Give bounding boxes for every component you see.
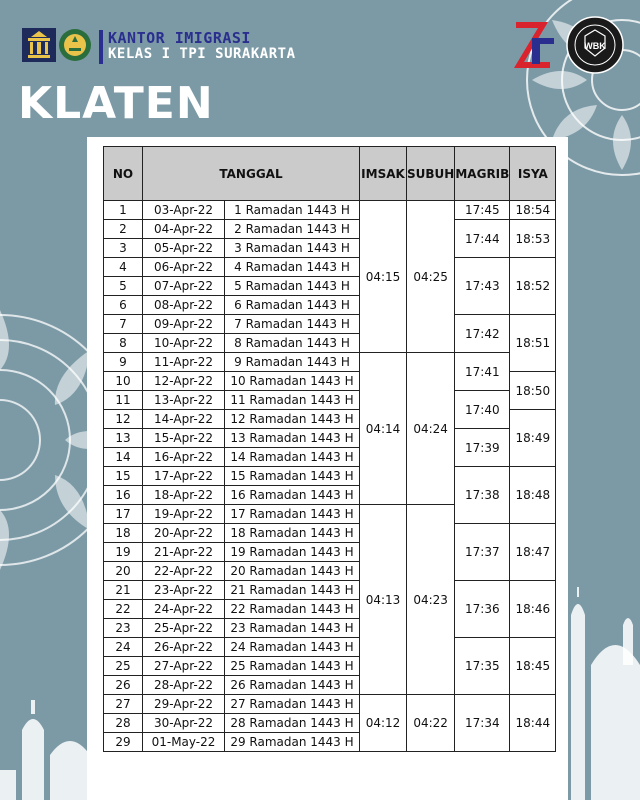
gregorian-date: 11-Apr-22: [143, 353, 225, 372]
magrib-time: 17:45: [455, 201, 510, 220]
row-number: 23: [104, 619, 143, 638]
table-row: [104, 429, 556, 448]
hijri-date: 10 Ramadan 1443 H: [225, 372, 360, 391]
table-row: [104, 220, 556, 239]
row-number: 24: [104, 638, 143, 657]
magrib-time: 17:36: [455, 581, 510, 638]
hijri-date: 29 Ramadan 1443 H: [225, 733, 360, 752]
hijri-date: 11 Ramadan 1443 H: [225, 391, 360, 410]
office-name: KANTOR IMIGRASI: [108, 29, 251, 47]
header-tanggal: TANGGAL: [143, 147, 360, 201]
hijri-date: 7 Ramadan 1443 H: [225, 315, 360, 334]
gregorian-date: 30-Apr-22: [143, 714, 225, 733]
gregorian-date: 27-Apr-22: [143, 657, 225, 676]
row-number: 16: [104, 486, 143, 505]
zona-integritas-logo-icon: [512, 16, 558, 72]
imsak-time: 04:13: [360, 505, 407, 695]
office-class: KELAS I TPI SURAKARTA: [108, 46, 296, 62]
gregorian-date: 16-Apr-22: [143, 448, 225, 467]
table-row: [104, 638, 556, 657]
gregorian-date: 24-Apr-22: [143, 600, 225, 619]
gregorian-date: 14-Apr-22: [143, 410, 225, 429]
schedule-body: [104, 201, 556, 752]
gregorian-date: 28-Apr-22: [143, 676, 225, 695]
isya-time: 18:46: [510, 581, 556, 638]
gregorian-date: 19-Apr-22: [143, 505, 225, 524]
row-number: 14: [104, 448, 143, 467]
row-number: 22: [104, 600, 143, 619]
table-row: [104, 353, 556, 372]
row-number: 29: [104, 733, 143, 752]
row-number: 6: [104, 296, 143, 315]
hijri-date: 20 Ramadan 1443 H: [225, 562, 360, 581]
hijri-date: 23 Ramadan 1443 H: [225, 619, 360, 638]
hijri-date: 12 Ramadan 1443 H: [225, 410, 360, 429]
subuh-time: 04:24: [407, 353, 455, 505]
row-number: 5: [104, 277, 143, 296]
row-number: 9: [104, 353, 143, 372]
gregorian-date: 09-Apr-22: [143, 315, 225, 334]
gregorian-date: 08-Apr-22: [143, 296, 225, 315]
row-number: 19: [104, 543, 143, 562]
hijri-date: 8 Ramadan 1443 H: [225, 334, 360, 353]
hijri-date: 22 Ramadan 1443 H: [225, 600, 360, 619]
row-number: 25: [104, 657, 143, 676]
row-number: 7: [104, 315, 143, 334]
hijri-date: 26 Ramadan 1443 H: [225, 676, 360, 695]
gregorian-date: 10-Apr-22: [143, 334, 225, 353]
table-row: [104, 258, 556, 277]
gregorian-date: 03-Apr-22: [143, 201, 225, 220]
row-number: 21: [104, 581, 143, 600]
magrib-time: 17:40: [455, 391, 510, 429]
hijri-date: 14 Ramadan 1443 H: [225, 448, 360, 467]
isya-time: 18:47: [510, 524, 556, 581]
isya-time: 18:49: [510, 410, 556, 467]
immigration-emblem-icon: [58, 28, 92, 62]
isya-time: 18:44: [510, 695, 556, 752]
hijri-date: 27 Ramadan 1443 H: [225, 695, 360, 714]
magrib-time: 17:37: [455, 524, 510, 581]
gregorian-date: 20-Apr-22: [143, 524, 225, 543]
gregorian-date: 29-Apr-22: [143, 695, 225, 714]
magrib-time: 17:38: [455, 467, 510, 524]
gregorian-date: 18-Apr-22: [143, 486, 225, 505]
row-number: 12: [104, 410, 143, 429]
header-isya: ISYA: [510, 147, 556, 201]
hijri-date: 24 Ramadan 1443 H: [225, 638, 360, 657]
header-subuh: SUBUH: [407, 147, 455, 201]
row-number: 10: [104, 372, 143, 391]
magrib-time: 17:39: [455, 429, 510, 467]
hijri-date: 17 Ramadan 1443 H: [225, 505, 360, 524]
hijri-date: 9 Ramadan 1443 H: [225, 353, 360, 372]
hijri-date: 4 Ramadan 1443 H: [225, 258, 360, 277]
gregorian-date: 25-Apr-22: [143, 619, 225, 638]
isya-time: 18:53: [510, 220, 556, 258]
wbk-badge-icon: [566, 16, 624, 74]
gregorian-date: 06-Apr-22: [143, 258, 225, 277]
ministry-law-emblem-icon: [22, 28, 56, 62]
row-number: 4: [104, 258, 143, 277]
hijri-date: 25 Ramadan 1443 H: [225, 657, 360, 676]
isya-time: 18:50: [510, 372, 556, 410]
isya-time: 18:48: [510, 467, 556, 524]
table-row: [104, 524, 556, 543]
gregorian-date: 13-Apr-22: [143, 391, 225, 410]
magrib-time: 17:35: [455, 638, 510, 695]
gregorian-date: 23-Apr-22: [143, 581, 225, 600]
row-number: 20: [104, 562, 143, 581]
header-magrib: MAGRIB: [455, 147, 510, 201]
row-number: 13: [104, 429, 143, 448]
imsak-time: 04:15: [360, 201, 407, 353]
hijri-date: 13 Ramadan 1443 H: [225, 429, 360, 448]
hijri-date: 3 Ramadan 1443 H: [225, 239, 360, 258]
isya-time: 18:54: [510, 201, 556, 220]
hijri-date: 6 Ramadan 1443 H: [225, 296, 360, 315]
hijri-date: 28 Ramadan 1443 H: [225, 714, 360, 733]
row-number: 3: [104, 239, 143, 258]
header-imsak: IMSAK: [360, 147, 407, 201]
magrib-time: 17:44: [455, 220, 510, 258]
row-number: 18: [104, 524, 143, 543]
mosque-right-icon: [565, 585, 640, 800]
city-title: KLATEN: [18, 78, 214, 129]
table-row: [104, 201, 556, 220]
row-number: 1: [104, 201, 143, 220]
hijri-date: 15 Ramadan 1443 H: [225, 467, 360, 486]
imsak-time: 04:12: [360, 695, 407, 752]
hijri-date: 21 Ramadan 1443 H: [225, 581, 360, 600]
hijri-date: 5 Ramadan 1443 H: [225, 277, 360, 296]
imsakiyah-table: [103, 146, 556, 752]
wbk-badge-text: WBK: [584, 41, 606, 51]
isya-time: 18:52: [510, 258, 556, 315]
magrib-time: 17:42: [455, 315, 510, 353]
row-number: 17: [104, 505, 143, 524]
gregorian-date: 21-Apr-22: [143, 543, 225, 562]
office-divider: [99, 30, 103, 64]
row-number: 26: [104, 676, 143, 695]
imsak-time: 04:14: [360, 353, 407, 505]
magrib-time: 17:34: [455, 695, 510, 752]
gregorian-date: 01-May-22: [143, 733, 225, 752]
hijri-date: 18 Ramadan 1443 H: [225, 524, 360, 543]
isya-time: 18:51: [510, 315, 556, 372]
row-number: 27: [104, 695, 143, 714]
gregorian-date: 04-Apr-22: [143, 220, 225, 239]
gregorian-date: 12-Apr-22: [143, 372, 225, 391]
table-row: [104, 581, 556, 600]
hijri-date: 19 Ramadan 1443 H: [225, 543, 360, 562]
isya-time: 18:45: [510, 638, 556, 695]
table-row: [104, 467, 556, 486]
gregorian-date: 26-Apr-22: [143, 638, 225, 657]
table-row: [104, 695, 556, 714]
row-number: 11: [104, 391, 143, 410]
table-row: [104, 391, 556, 410]
row-number: 28: [104, 714, 143, 733]
hijri-date: 1 Ramadan 1443 H: [225, 201, 360, 220]
header-no: NO: [104, 147, 143, 201]
subuh-time: 04:22: [407, 695, 455, 752]
hijri-date: 16 Ramadan 1443 H: [225, 486, 360, 505]
magrib-time: 17:41: [455, 353, 510, 391]
magrib-time: 17:43: [455, 258, 510, 315]
gregorian-date: 07-Apr-22: [143, 277, 225, 296]
subuh-time: 04:23: [407, 505, 455, 695]
gregorian-date: 15-Apr-22: [143, 429, 225, 448]
row-number: 2: [104, 220, 143, 239]
gregorian-date: 17-Apr-22: [143, 467, 225, 486]
gregorian-date: 22-Apr-22: [143, 562, 225, 581]
subuh-time: 04:25: [407, 201, 455, 353]
table-row: [104, 315, 556, 334]
row-number: 8: [104, 334, 143, 353]
hijri-date: 2 Ramadan 1443 H: [225, 220, 360, 239]
row-number: 15: [104, 467, 143, 486]
gregorian-date: 05-Apr-22: [143, 239, 225, 258]
